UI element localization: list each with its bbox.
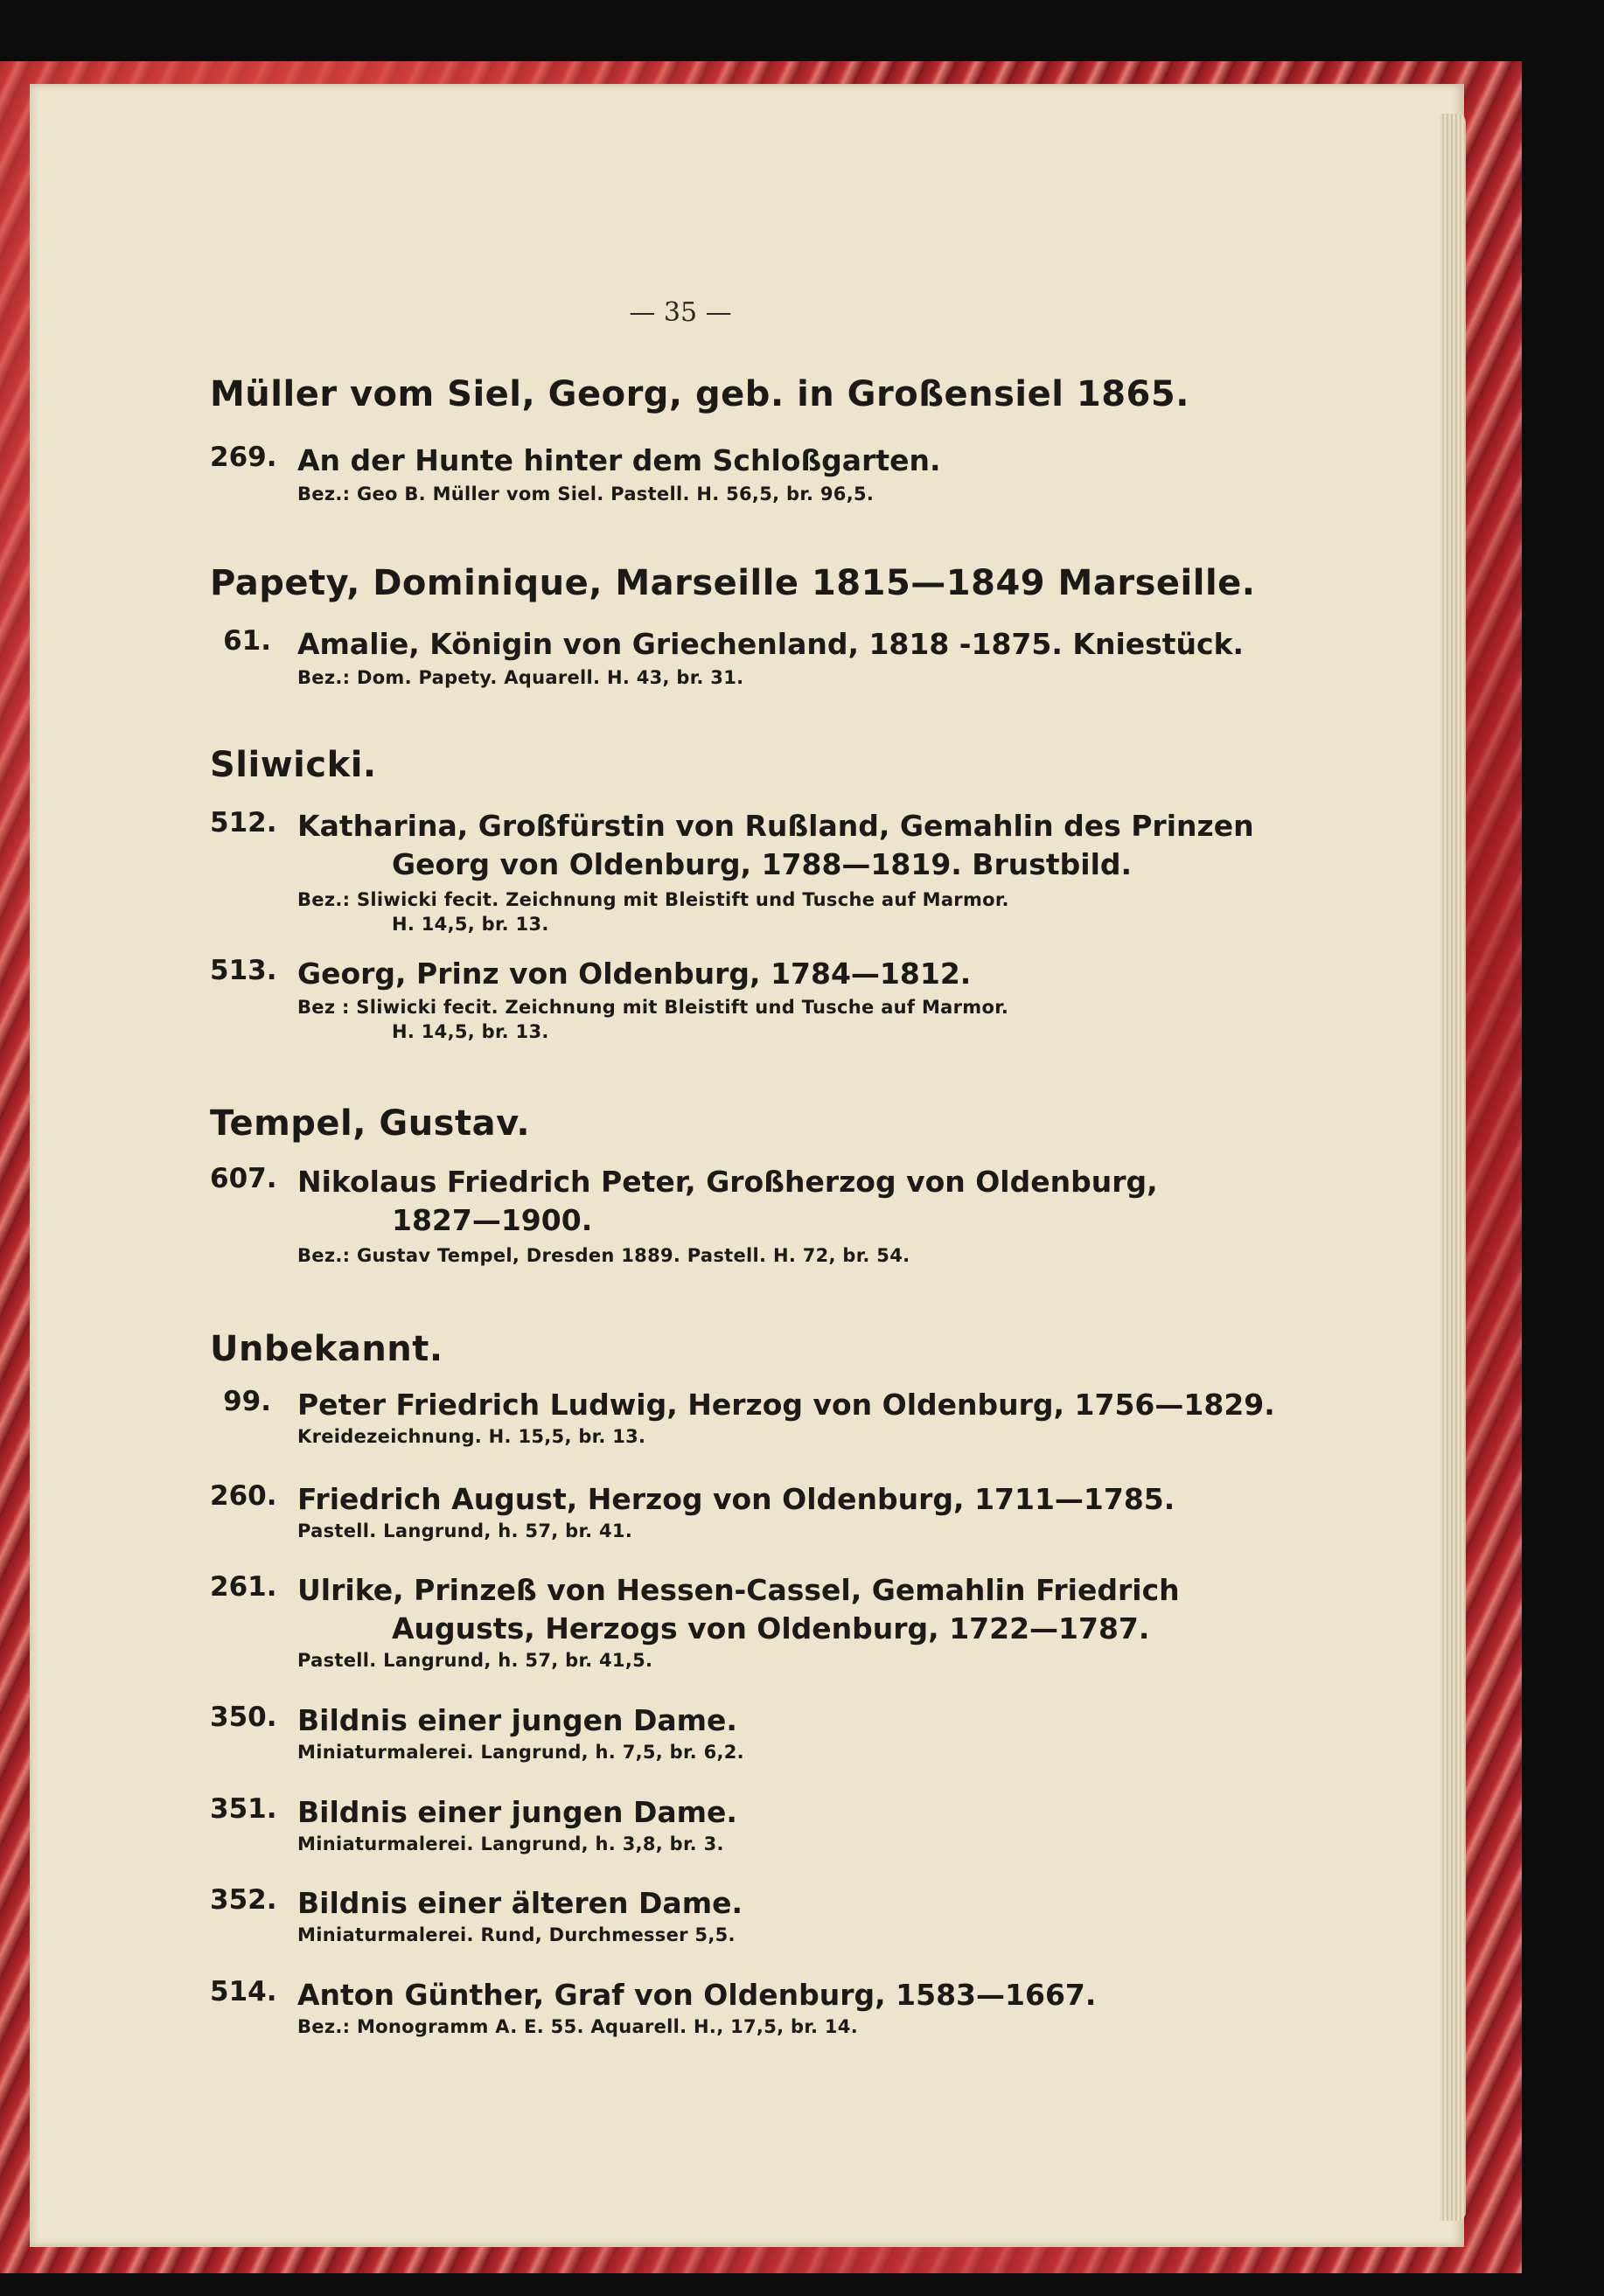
- entry-note: [297, 1648, 1172, 1673]
- entry-title: [297, 1163, 1172, 1240]
- title-line: Katharina, Großfürstin von Rußland, Gemahlin des Prinzen: [297, 809, 1254, 843]
- artist-heading: Tempel, Gustav.: [210, 1103, 531, 1144]
- title-line: Peter Friedrich Ludwig, Herzog von Oldenburg, 1756—1829.: [297, 1388, 1275, 1422]
- entry-number: 513.: [210, 955, 277, 986]
- entry-number: 99.: [223, 1386, 271, 1417]
- note-line: Miniaturmalerei. Langrund, h. 3,8, br. 3.: [297, 1833, 724, 1854]
- entry-title: [297, 1571, 1180, 1648]
- entry-title: [297, 807, 1254, 884]
- entry-number: 61.: [223, 625, 271, 657]
- entry-title: [297, 1884, 1172, 1923]
- note-line: Bez.: Monogramm A. E. 55. Aquarell. H., 17,5, br. 14.: [297, 2016, 858, 2037]
- note-line: Pastell. Langrund, h. 57, br. 41,5.: [297, 1650, 653, 1671]
- title-line: Bildnis einer jungen Dame.: [297, 1795, 737, 1829]
- artist-heading: Unbekannt.: [210, 1329, 443, 1369]
- title-line: Georg von Oldenburg, 1788—1819. Brustbild.: [392, 847, 1133, 881]
- title-line: Amalie, Königin von Griechenland, 1818 -1875. Kniestück.: [297, 627, 1245, 661]
- entry-number: 351.: [210, 1793, 277, 1825]
- title-line: Georg, Prinz von Oldenburg, 1784—1812.: [297, 957, 972, 991]
- title-line: Bildnis einer älteren Dame.: [297, 1886, 743, 1920]
- entry-number: 607.: [210, 1163, 277, 1194]
- entry-note: [297, 482, 1172, 506]
- note-line: Bez.: Dom. Papety. Aquarell. H. 43, br. 31.: [297, 667, 744, 688]
- entry-note: [297, 2014, 1172, 2039]
- note-line: Miniaturmalerei. Langrund, h. 7,5, br. 6,2.: [297, 1742, 744, 1763]
- entry-number: 352.: [210, 1884, 277, 1916]
- entry-title: [297, 625, 1245, 664]
- title-line: Friedrich August, Herzog von Oldenburg, 1711—1785.: [297, 1482, 1175, 1516]
- page-number: — 35 —: [629, 297, 732, 328]
- entry-note: [297, 887, 1172, 936]
- entry-number: 261.: [210, 1571, 277, 1603]
- page-edge: [1440, 114, 1466, 2221]
- entry-number: 514.: [210, 1976, 277, 2007]
- entry-note: [297, 1740, 1172, 1764]
- entry-note: [297, 1519, 1172, 1543]
- title-line: Augusts, Herzogs von Oldenburg, 1722—1787.: [392, 1611, 1150, 1645]
- title-line: Ulrike, Prinzeß von Hessen-Cassel, Gemahlin Friedrich: [297, 1573, 1180, 1607]
- title-line: An der Hunte hinter dem Schloßgarten.: [297, 443, 941, 477]
- entry-note: [297, 665, 1172, 690]
- title-line: Bildnis einer jungen Dame.: [297, 1703, 737, 1737]
- entry-title: [297, 1701, 1172, 1740]
- note-line: Bez.: Gustav Tempel, Dresden 1889. Pastell. H. 72, br. 54.: [297, 1245, 910, 1266]
- entry-title: [297, 442, 1172, 480]
- entry-note: [297, 995, 1172, 1044]
- note-line: Bez : Sliwicki fecit. Zeichnung mit Bleistift und Tusche auf Marmor.: [297, 997, 1009, 1018]
- note-line: Bez.: Sliwicki fecit. Zeichnung mit Bleistift und Tusche auf Marmor.: [297, 889, 1009, 910]
- entry-note: [297, 1832, 1172, 1856]
- note-line: Bez.: Geo B. Müller vom Siel. Pastell. H. 56,5, br. 96,5.: [297, 484, 875, 504]
- note-line: Pastell. Langrund, h. 57, br. 41.: [297, 1520, 633, 1541]
- entry-number: 269.: [210, 442, 277, 473]
- title-line: Nikolaus Friedrich Peter, Großherzog von Oldenburg,: [297, 1165, 1158, 1199]
- entry-number: 260.: [210, 1480, 277, 1512]
- entry-title: [297, 1976, 1172, 2014]
- note-line: Kreidezeichnung. H. 15,5, br. 13.: [297, 1426, 646, 1447]
- entry-number: 350.: [210, 1701, 277, 1733]
- entry-title: [297, 1386, 1275, 1424]
- artist-heading: Sliwicki.: [210, 745, 377, 785]
- note-line: H. 14,5, br. 13.: [392, 1021, 549, 1042]
- entry-title: [297, 1793, 1172, 1832]
- entry-note: [297, 1923, 1172, 1947]
- note-line: Miniaturmalerei. Rund, Durchmesser 5,5.: [297, 1924, 736, 1945]
- title-line: Anton Günther, Graf von Oldenburg, 1583—1667.: [297, 1978, 1097, 2012]
- title-line: 1827—1900.: [392, 1203, 593, 1237]
- entry-note: [297, 1424, 1172, 1449]
- entry-number: 512.: [210, 807, 277, 838]
- artist-heading: Papety, Dominique, Marseille 1815—1849 Marseille.: [210, 563, 1256, 603]
- artist-heading: Müller vom Siel, Georg, geb. in Großensiel 1865.: [210, 374, 1189, 414]
- note-line: H. 14,5, br. 13.: [392, 914, 549, 935]
- entry-title: [297, 955, 1172, 993]
- entry-note: [297, 1243, 1172, 1268]
- entry-title: [297, 1480, 1175, 1519]
